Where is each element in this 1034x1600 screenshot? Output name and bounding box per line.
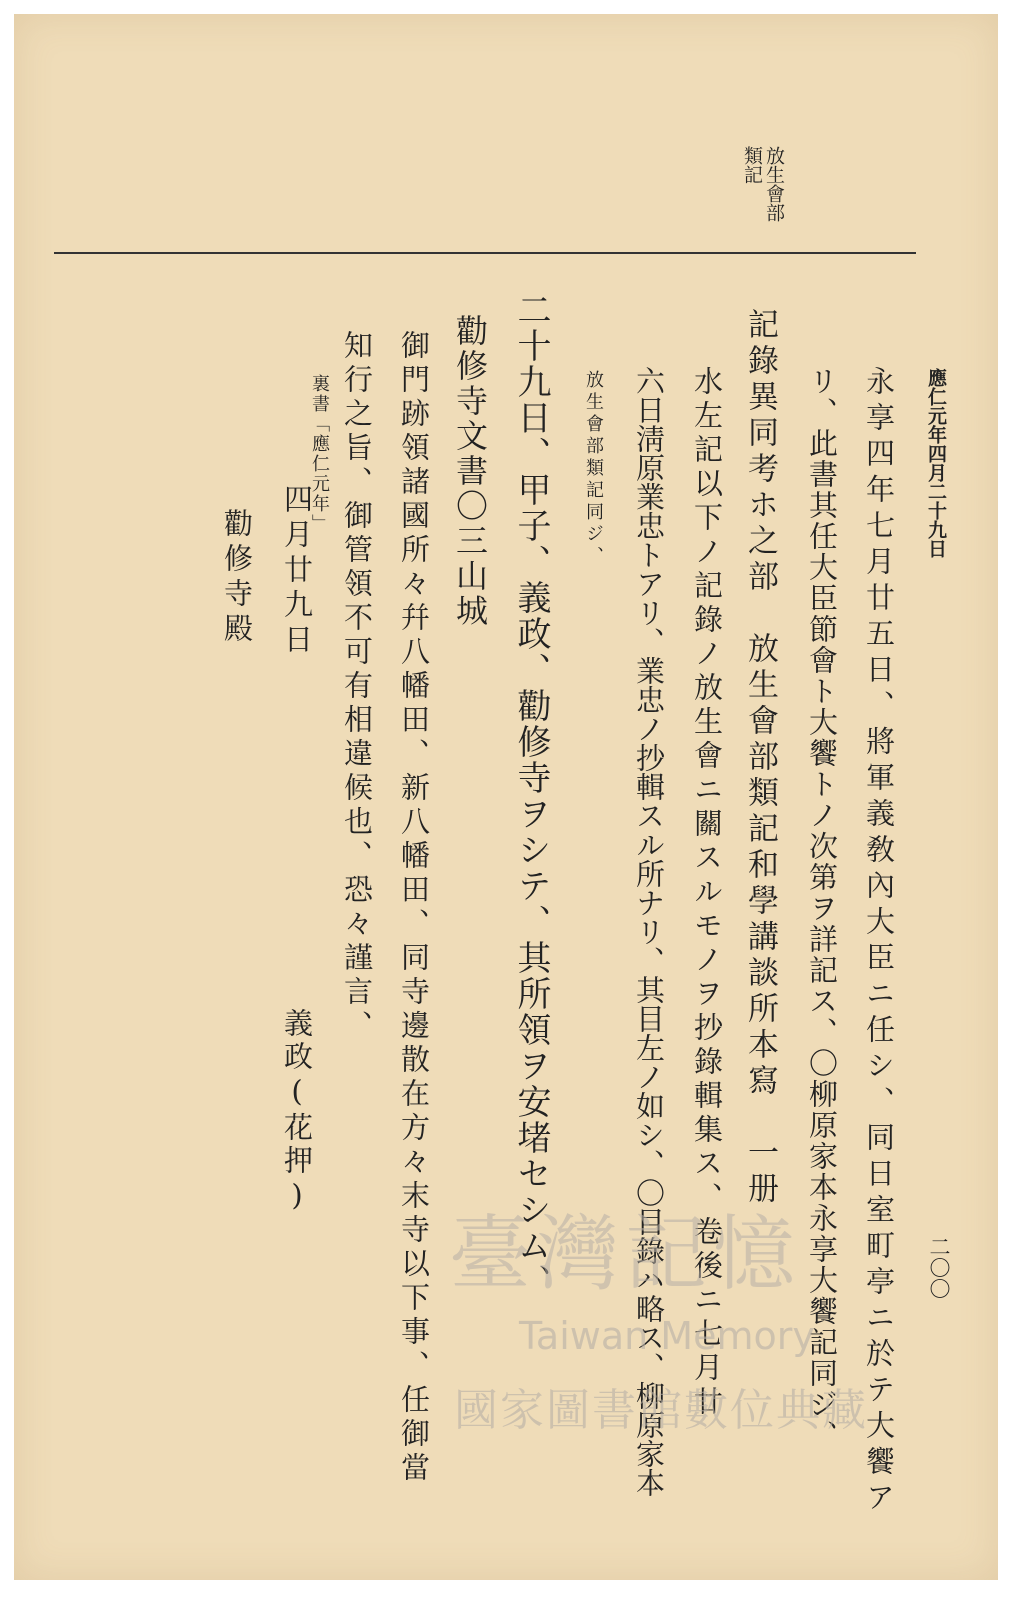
- body-column-8-source: 勸修寺文書〇三山城: [451, 314, 489, 629]
- running-head: 應仁元年四月二十九日: [925, 368, 947, 558]
- date-line: 四月廿九日: [280, 484, 314, 659]
- body-column-9: 御門跡領諸國所々幷八幡田、新八幡田、同寺邊散在方々末寺以下事、任御當: [397, 330, 431, 1486]
- header-rule: [54, 252, 916, 254]
- page-number: 二〇〇: [927, 1236, 951, 1299]
- side-note-2: 類記: [741, 146, 763, 184]
- body-column-1: 永享四年七月廿五日、將軍義敎內大臣ニ任シ、同日室町亭ニ於テ大饗ア: [862, 366, 896, 1518]
- document-page: [14, 14, 998, 1580]
- watermark-subtitle: 國家圖書館數位典藏: [454, 1385, 868, 1436]
- addressee: 勸修寺殿: [220, 508, 254, 648]
- watermark-chinese: 臺灣記憶: [449, 1207, 802, 1302]
- body-column-5: 六日淸原業忠トアリ、業忠ノ抄輯スル所ナリ、其目左ノ如シ、〇目錄ハ略ス、柳原家本: [632, 366, 666, 1497]
- date-note: 裏書「應仁元年」: [309, 374, 330, 534]
- body-column-2: リ、此書其任大臣節會ト大饗トノ次第ヲ詳記ス、〇柳原家本永享大饗記同ジ、: [805, 366, 839, 1451]
- body-column-6-note: 放生會部類記同ジ、: [583, 370, 604, 568]
- body-column-4: 水左記以下ノ記錄ノ放生會ニ關スルモノヲ抄錄輯集ス、卷後ニ七月廿: [690, 366, 724, 1420]
- body-column-3-heading: 記錄異同考ホ之部 放生會部類記和學講談所本寫 一册: [742, 308, 778, 1208]
- watermark-english: Taiwan Memory: [519, 1314, 815, 1358]
- body-column-7-entry: 二十九日、甲子、義政、勸修寺ヲシテ、其所領ヲ安堵セシム、: [511, 292, 551, 1300]
- side-note-1: 放生會部: [763, 146, 785, 222]
- signature: 義政(花押): [280, 1008, 314, 1216]
- body-column-10: 知行之旨、御管領不可有相違候也、恐々謹言、: [340, 330, 374, 1044]
